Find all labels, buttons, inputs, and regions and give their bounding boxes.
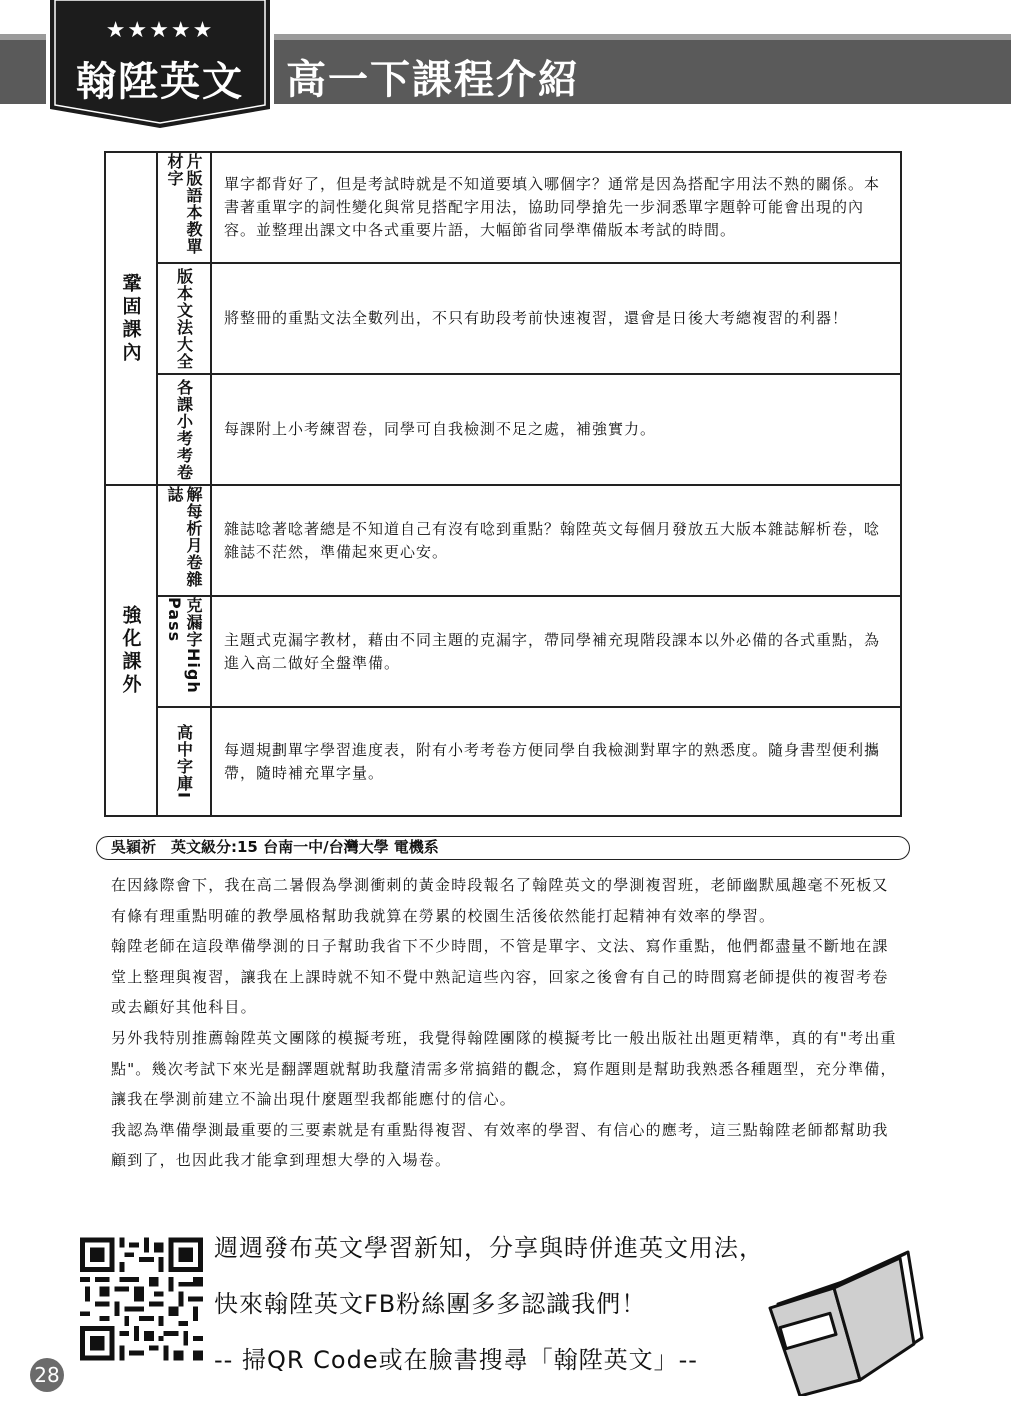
testimonial-body [111, 870, 897, 1176]
table-row [158, 375, 900, 486]
page-number: 28 [30, 1358, 64, 1392]
table-row [158, 708, 900, 815]
brand-badge [46, 0, 274, 132]
testimonial-author: 吳穎祈 英文級分:15 台南一中/台灣大學 電機系 [96, 836, 910, 860]
section-label-core: 鞏固課內 [106, 153, 158, 484]
row-label: 片版語本教單材字 [158, 153, 212, 262]
open-book-icon [760, 1246, 930, 1396]
testimonial-paragraph: 我認為準備學測最重要的三要素就是有重點得複習、有效率的學習、有信心的應考，這三點翰陞老師都幫助我顧到了，也因此我才能拿到理想大學的入場卷。 [111, 1120, 889, 1170]
row-label: 克漏字High Pass [158, 597, 212, 706]
table-row [158, 264, 900, 375]
course-table [104, 151, 902, 817]
promo-line-1: 週週發布英文學習新知，分享與時併進英文用法， [214, 1234, 764, 1262]
row-description: 將整冊的重點文法全數列出，不只有助段考前快速複習，還會是日後大考總複習的利器！ [224, 309, 849, 327]
testimonial-paragraph: 在因緣際會下，我在高二暑假為學測衝刺的黃金時段報名了翰陞英文的學測複習班，老師幽默風趣毫不死板又有條有理重點明確的教學風格幫助我就算在勞累的校園生活後依然能打起精神有效率的學習。 [111, 876, 889, 925]
promo-line-3: -- 掃QR Code或在臉書搜尋「翰陞英文」-- [214, 1346, 698, 1374]
testimonial-paragraph: 另外我特別推薦翰陞英文團隊的模擬考班，我覺得翰陞團隊的模擬考比一般出版社出題更精準，真的有"考出重點"。幾次考試下來光是翻譯題就幫助我釐清需多常搞錯的觀念，寫作題則是幫助我熟悉各種題型，充分準備，讓我在學測前建立不論出現什麼題型我都能應付的信心。 [111, 1028, 897, 1109]
table-row [158, 153, 900, 264]
row-description: 每課附上小考練習卷，同學可自我檢測不足之處，補強實力。 [224, 420, 657, 438]
row-label: 高中字庫I [158, 708, 212, 815]
brand-name: 翰陞英文 [76, 59, 244, 105]
row-description: 雜誌唸著唸著總是不知道自己有沒有唸到重點？翰陞英文每個月發放五大版本雜誌解析卷，唸雜誌不茫然，準備起來更心安。 [224, 519, 881, 561]
page-title: 高一下課程介紹 [286, 57, 580, 103]
row-description: 單字都背好了，但是考試時就是不知道要填入哪個字？通常是因為搭配字用法不熟的關係。本書著重單字的詞性變化與常見搭配字用法，協助同學搶先一步洞悉單字題幹可能會出現的內容。並整理出課文中各式重要片語，大幅節省同學準備版本考試的時間。 [224, 175, 881, 239]
qr-code-icon[interactable] [80, 1236, 203, 1362]
row-description: 每週規劃單字學習進度表，附有小考考卷方便同學自我檢測對單字的熟悉度。隨身書型便利攜帶，隨時補充單字量。 [224, 740, 881, 782]
row-description: 主題式克漏字教材，藉由不同主題的克漏字，帶同學補充現階段課本以外必備的各式重點，為進入高二做好全盤準備。 [224, 630, 881, 672]
row-label: 各課小考考卷 [158, 375, 212, 484]
table-row [158, 486, 900, 597]
section-label-extra: 強化課外 [106, 486, 158, 815]
testimonial-paragraph: 翰陞老師在這段準備學測的日子幫助我省下不少時間，不管是單字、文法、寫作重點，他們都盡量不斷地在課堂上整理與複習，讓我在上課時就不知不覺中熟記這些內容，回家之後會有自己的時間寫老師提供的複習考卷或去顧好其他科目。 [111, 937, 889, 1017]
row-label: 版本文法大全 [158, 264, 212, 373]
row-label: 解每析月卷雜誌 [158, 486, 212, 595]
rating-stars: ★★★★★ [105, 18, 215, 43]
promo-line-2: 快來翰陞英文FB粉絲團多多認識我們！ [214, 1290, 647, 1318]
table-row [158, 597, 900, 708]
